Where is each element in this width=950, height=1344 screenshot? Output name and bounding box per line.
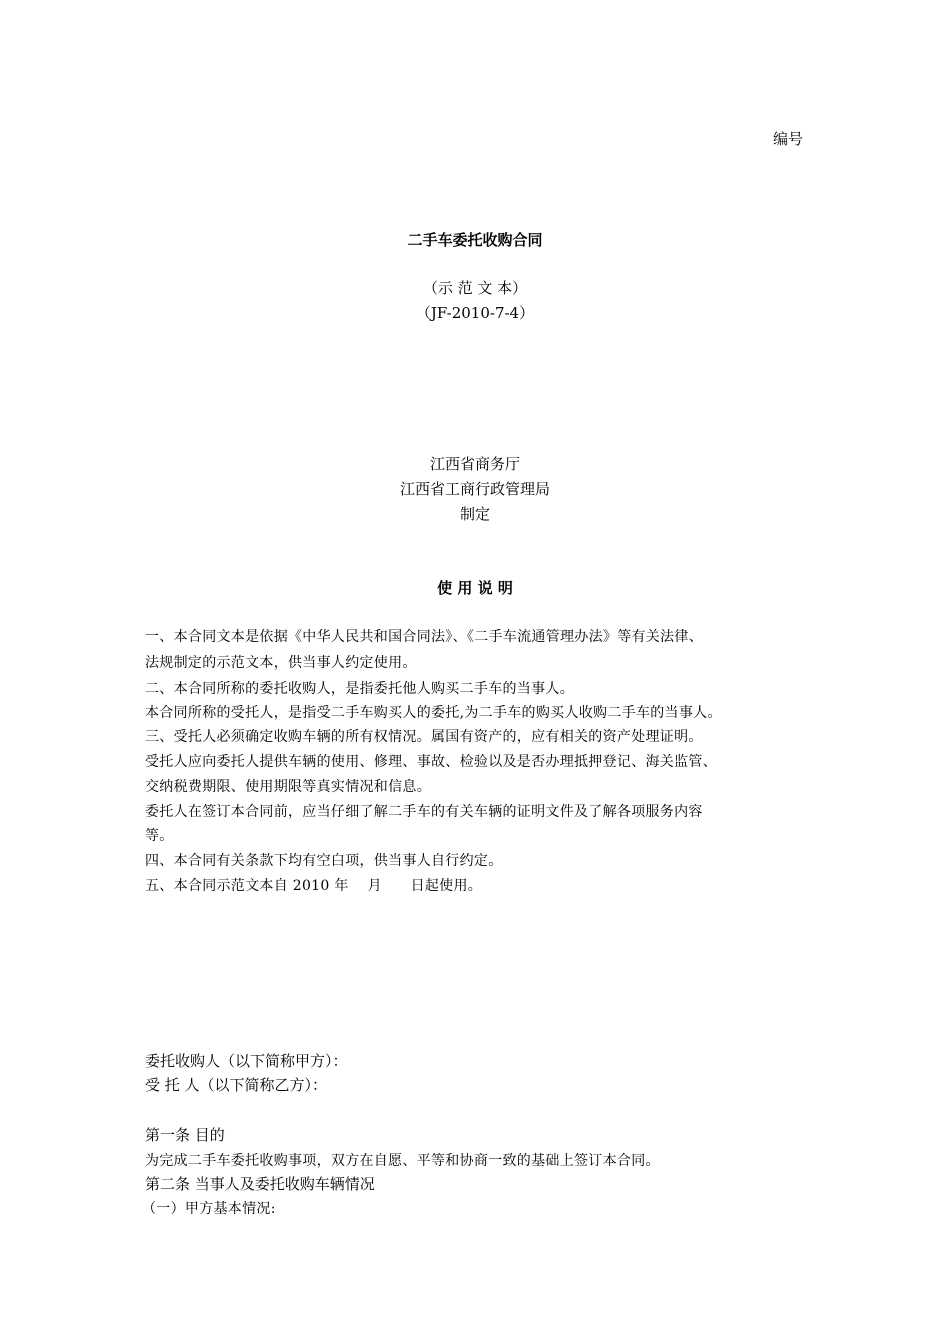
article-1-title: 第一条 目的 (145, 1126, 225, 1144)
article-1-body: 为完成二手车委托收购事项，双方在自愿、平等和协商一致的基础上签订本合同。 (145, 1153, 660, 1169)
article-2-subsection-1: （一）甲方基本情况: (142, 1201, 276, 1217)
instruction-line: 三、受托人必须确定收购车辆的所有权情况。属国有资产的，应有相关的资产处理证明。 (145, 729, 703, 745)
instructions-heading: 使 用 说 明 (437, 579, 513, 597)
instruction-line: 二、本合同所称的委托收购人，是指委托他人购买二手车的当事人。 (145, 681, 574, 697)
template-code: （JF-2010-7-4） (415, 304, 535, 322)
article-2-title: 第二条 当事人及委托收购车辆情况 (145, 1175, 375, 1193)
instruction-line: 五、本合同示范文本自 2010 年 月 日起使用。 (145, 878, 483, 894)
instruction-line: 受托人应向委托人提供车辆的使用、修理、事故、检验以及是否办理抵押登记、海关监管、 (145, 754, 717, 770)
party-a-label: 委托收购人（以下简称甲方）： (145, 1052, 348, 1070)
instruction-line: 委托人在签订本合同前，应当仔细了解二手车的有关车辆的证明文件及了解各项服务内容 (145, 804, 703, 820)
issuer-line-1: 江西省商务厅 (429, 455, 520, 473)
issuer-line-3: 制定 (459, 505, 490, 523)
document-number-label: 编号 (773, 130, 804, 148)
issuer-line-2: 江西省工商行政管理局 (399, 480, 550, 498)
instruction-line: 等。 (145, 828, 174, 844)
instruction-line: 四、本合同有关条款下均有空白项，供当事人自行约定。 (145, 853, 503, 869)
contract-title: 二手车委托收购合同 (407, 231, 543, 249)
instruction-line: 法规制定的示范文本，供当事人约定使用。 (145, 655, 417, 671)
instruction-line: 交纳税费期限、使用期限等真实情况和信息。 (145, 779, 431, 795)
template-subtitle: （示 范 文 本） (422, 279, 528, 297)
party-b-label: 受 托 人（以下简称乙方）： (145, 1076, 328, 1094)
instruction-line: 本合同所称的受托人，是指受二手车购买人的委托,为二手车的购买人收购二手车的当事人。 (145, 705, 722, 721)
instruction-line: 一、本合同文本是依据《中华人民共和国合同法》、《二手车流通管理办法》等有关法律、 (145, 629, 703, 645)
